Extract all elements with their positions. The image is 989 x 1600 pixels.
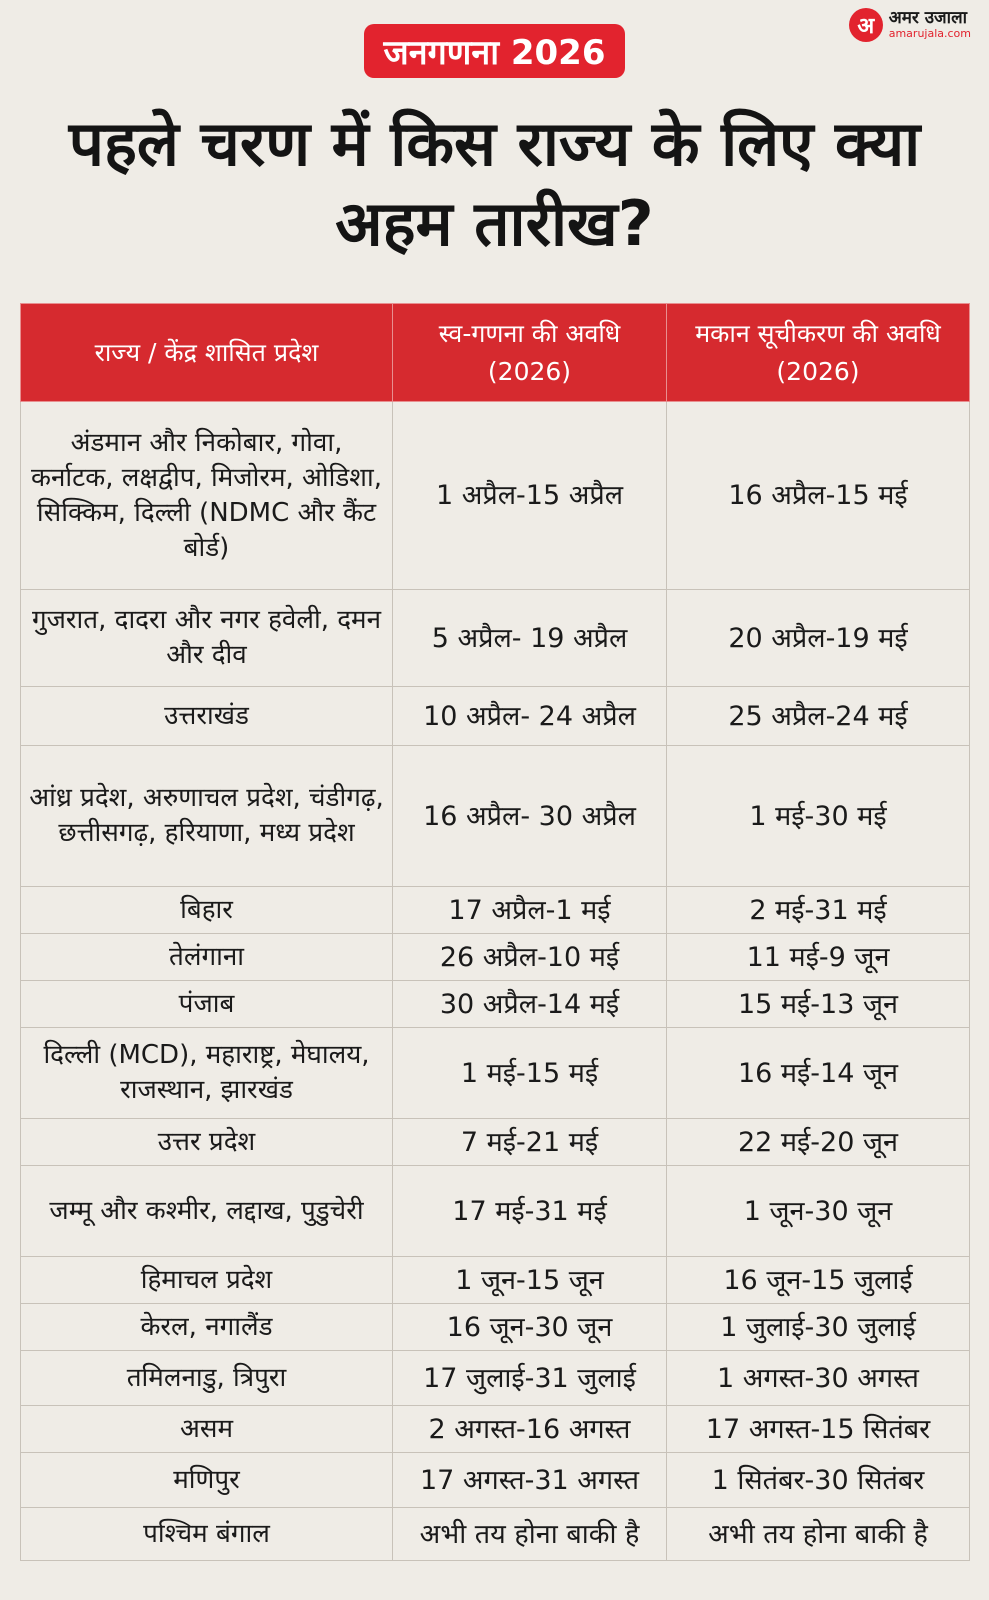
table-row (21, 746, 970, 887)
house-listing-cell: 1 अगस्त-30 अगस्त (667, 1351, 970, 1406)
table-row (21, 1453, 970, 1508)
self-enumeration-cell: 7 मई-21 मई (393, 1119, 667, 1166)
house-listing-cell: 25 अप्रैल-24 मई (667, 687, 970, 746)
table-row (21, 1119, 970, 1166)
self-enumeration-cell: 1 अप्रैल-15 अप्रैल (393, 402, 667, 590)
table-row (21, 687, 970, 746)
house-listing-cell: 15 मई-13 जून (667, 981, 970, 1028)
self-enumeration-cell: 5 अप्रैल- 19 अप्रैल (393, 590, 667, 687)
house-listing-cell: 1 सितंबर-30 सितंबर (667, 1453, 970, 1508)
table-row (21, 1406, 970, 1453)
house-listing-cell: 16 जून-15 जुलाई (667, 1257, 970, 1304)
self-enumeration-cell: अभी तय होना बाकी है (393, 1508, 667, 1561)
census-schedule-table (20, 303, 970, 1561)
self-enumeration-cell: 17 मई-31 मई (393, 1166, 667, 1257)
state-cell: उत्तराखंड (21, 687, 393, 746)
house-listing-cell: 22 मई-20 जून (667, 1119, 970, 1166)
self-enumeration-cell: 16 जून-30 जून (393, 1304, 667, 1351)
header-state: राज्य / केंद्र शासित प्रदेश (21, 304, 393, 402)
brand-name: अमर उजाला (888, 8, 968, 29)
house-listing-cell: 20 अप्रैल-19 मई (667, 590, 970, 687)
state-cell: उत्तर प्रदेश (21, 1119, 393, 1166)
state-cell: हिमाचल प्रदेश (21, 1257, 393, 1304)
header-house-listing: मकान सूचीकरण की अवधि (2026) (667, 304, 970, 402)
state-cell: असम (21, 1406, 393, 1453)
table-row (21, 1351, 970, 1406)
state-cell: तेलंगाना (21, 934, 393, 981)
state-cell: आंध्र प्रदेश, अरुणाचल प्रदेश, चंडीगढ़, छत्तीसगढ़, हरियाणा, मध्य प्रदेश (21, 746, 393, 887)
table-row (21, 934, 970, 981)
table-row (21, 887, 970, 934)
brand-mark: अ (849, 8, 883, 42)
table-row (21, 1304, 970, 1351)
state-cell: अंडमान और निकोबार, गोवा, कर्नाटक, लक्षद्वीप, मिजोरम, ओडिशा, सिक्किम, दिल्ली (NDMC और कैंट बोर्ड) (21, 402, 393, 590)
house-listing-cell: 1 जून-30 जून (667, 1166, 970, 1257)
state-cell: जम्मू और कश्मीर, लद्दाख, पुडुचेरी (21, 1166, 393, 1257)
self-enumeration-cell: 1 मई-15 मई (393, 1028, 667, 1119)
house-listing-cell: 2 मई-31 मई (667, 887, 970, 934)
self-enumeration-cell: 1 जून-15 जून (393, 1257, 667, 1304)
state-cell: दिल्ली (MCD), महाराष्ट्र, मेघालय, राजस्थान, झारखंड (21, 1028, 393, 1119)
brand-url: amarujala.com (888, 27, 971, 41)
table-header-row (21, 304, 970, 402)
table-row (21, 590, 970, 687)
header-self-enumeration: स्व-गणना की अवधि (2026) (393, 304, 667, 402)
self-enumeration-cell: 30 अप्रैल-14 मई (393, 981, 667, 1028)
self-enumeration-cell: 2 अगस्त-16 अगस्त (393, 1406, 667, 1453)
house-listing-cell: 1 मई-30 मई (667, 746, 970, 887)
house-listing-cell: 17 अगस्त-15 सितंबर (667, 1406, 970, 1453)
table-row (21, 1257, 970, 1304)
state-cell: पश्चिम बंगाल (21, 1508, 393, 1561)
headline: पहले चरण में किस राज्य के लिए क्या अहम तारीख? (68, 107, 921, 260)
house-listing-cell: 11 मई-9 जून (667, 934, 970, 981)
self-enumeration-cell: 17 जुलाई-31 जुलाई (393, 1351, 667, 1406)
state-cell: बिहार (21, 887, 393, 934)
house-listing-cell: अभी तय होना बाकी है (667, 1508, 970, 1561)
state-cell: तमिलनाडु, त्रिपुरा (21, 1351, 393, 1406)
self-enumeration-cell: 26 अप्रैल-10 मई (393, 934, 667, 981)
state-cell: पंजाब (21, 981, 393, 1028)
self-enumeration-cell: 17 अप्रैल-1 मई (393, 887, 667, 934)
table-row (21, 1028, 970, 1119)
table-row (21, 402, 970, 590)
state-cell: गुजरात, दादरा और नगर हवेली, दमन और दीव (21, 590, 393, 687)
table-row (21, 981, 970, 1028)
house-listing-cell: 16 अप्रैल-15 मई (667, 402, 970, 590)
house-listing-cell: 1 जुलाई-30 जुलाई (667, 1304, 970, 1351)
table-row (21, 1166, 970, 1257)
table-row (21, 1508, 970, 1561)
state-cell: मणिपुर (21, 1453, 393, 1508)
topic-tag: जनगणना 2026 (364, 24, 626, 78)
house-listing-cell: 16 मई-14 जून (667, 1028, 970, 1119)
self-enumeration-cell: 10 अप्रैल- 24 अप्रैल (393, 687, 667, 746)
self-enumeration-cell: 17 अगस्त-31 अगस्त (393, 1453, 667, 1508)
self-enumeration-cell: 16 अप्रैल- 30 अप्रैल (393, 746, 667, 887)
state-cell: केरल, नगालैंड (21, 1304, 393, 1351)
